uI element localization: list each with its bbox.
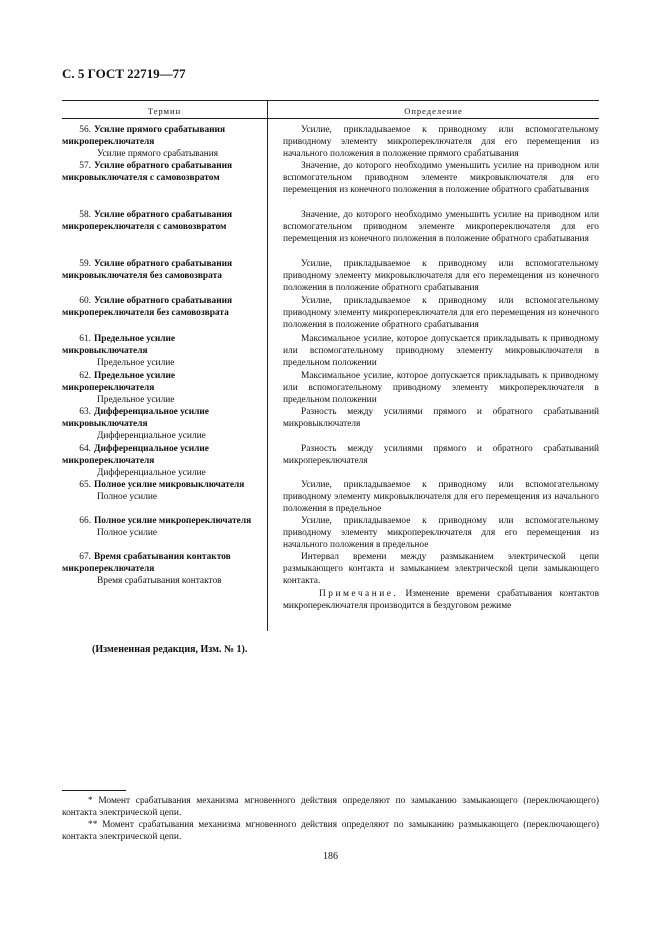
note-text: Изменение времени срабатывания контактов микропереключателя производится в бездуговом режиме — [283, 588, 600, 611]
definition-text: Усилие, прикладываемое к приводному или вспомогательному приводному элементу микровыключателя для его перемещения из конечного положения в положение обратного срабатывания — [283, 259, 599, 294]
term-cell — [62, 333, 262, 370]
term-cell — [62, 406, 262, 443]
definition-cell — [283, 258, 599, 295]
term-name: Предельное усилие микровыключателя — [62, 334, 176, 357]
definition-text: Максимальное усилие, которое допускается прикладывать к приводному или вспомогательному приводному элементу микропереключателя в предельном положении — [283, 371, 599, 406]
footnote-1: * Момент срабатывания механизма мгновенного действия определяют по замыканию замыкающего (переключающего) контакта электрической цепи. — [62, 796, 599, 819]
term-number: 61. — [79, 334, 91, 344]
definition-cell — [283, 370, 599, 407]
table-header-rule — [62, 118, 599, 119]
definition-text: Усилие, прикладываемое к приводному или вспомогательному приводному элементу микропереключателя для его перемещения из конечного положения в положение обратного срабатывания — [283, 296, 599, 331]
term-short-name: Время срабатывания контактов — [97, 576, 222, 587]
term-cell — [62, 124, 262, 161]
footnote-rule — [62, 790, 126, 791]
term-short-name: Дифференциальное усилие — [97, 431, 206, 442]
definition-cell — [283, 551, 599, 612]
term-name: Дифференциальное усилие микропереключателя — [62, 444, 209, 467]
definition-cell — [283, 160, 599, 197]
term-cell — [62, 258, 262, 282]
term-cell — [62, 370, 262, 407]
term-name: Усилие обратного срабатывания микропереключателя с самовозвратом — [62, 210, 233, 233]
term-short-name: Усилие прямого срабатывания — [97, 149, 219, 160]
footnote-2: ** Момент срабатывания механизма мгновенного действия определяют по замыканию размыкающего (переключающего) контакта электрической цепи. — [62, 820, 599, 843]
term-number: 59. — [79, 259, 91, 269]
definition-text: Усилие, прикладываемое к приводному или вспомогательному приводному элементу микропереключателя для его перемещения из начального положения в предельное — [283, 516, 599, 551]
table-top-rule — [62, 100, 599, 101]
page-number: 186 — [323, 851, 338, 862]
term-number: 65. — [79, 480, 91, 490]
term-name: Усилие прямого срабатывания микропереключателя — [62, 125, 226, 148]
page-header: С. 5 ГОСТ 22719—77 — [62, 66, 186, 81]
term-name: Усилие обратного срабатывания микропереключателя без самовозврата — [62, 296, 233, 319]
term-name: Время срабатывания контактов микропереключателя — [62, 552, 231, 575]
term-short-name: Полное усилие — [97, 528, 158, 539]
definition-text: Максимальное усилие, которое допускается прикладывать к приводному или вспомогательному приводному элементу микровыключателя в предельном положении — [283, 334, 599, 369]
column-header-term: Термин — [147, 106, 182, 116]
term-number: 62. — [79, 371, 91, 381]
term-name: Предельное усилие микропереключателя — [62, 371, 176, 394]
term-number: 56. — [79, 125, 91, 135]
term-name: Усилие обратного срабатывания микровыключателя с самовозвратом — [62, 161, 233, 184]
term-cell — [62, 443, 262, 480]
term-name: Полное усилие микропереключателя — [94, 516, 252, 526]
definition-text: Разность между усилиями прямого и обратного срабатываний микровыключателя — [283, 407, 599, 430]
term-cell — [62, 209, 262, 233]
term-name: Полное усилие микровыключателя — [94, 480, 245, 490]
term-number: 64. — [79, 444, 91, 454]
definition-cell — [283, 333, 599, 370]
definition-text: Усилие, прикладываемое к приводному или вспомогательному приводному элементу микровыключателя для его перемещения из начального положения в предельное — [283, 480, 599, 515]
definition-cell — [283, 515, 599, 552]
term-number: 57. — [79, 161, 91, 171]
term-cell — [62, 551, 262, 588]
definition-cell — [283, 479, 599, 516]
term-short-name: Дифференциальное усилие — [97, 468, 206, 479]
term-cell — [62, 479, 262, 503]
term-number: 66. — [79, 516, 91, 526]
column-header-definition: Определение — [404, 106, 463, 116]
definition-text: Разность между усилиями прямого и обратного срабатываний микропереключателя — [283, 444, 599, 467]
term-short-name: Предельное усилие — [97, 358, 175, 369]
definition-cell — [283, 406, 599, 430]
term-number: 58. — [79, 210, 91, 220]
term-cell — [62, 515, 262, 539]
term-name: Дифференциальное усилие микровыключателя — [62, 407, 209, 430]
term-cell — [62, 160, 262, 184]
term-number: 63. — [79, 407, 91, 417]
definition-cell — [283, 443, 599, 467]
amendment-note: (Измененная редакция, Изм. № 1). — [92, 644, 248, 655]
column-divider — [267, 101, 268, 631]
definition-text: Усилие, прикладываемое к приводному или вспомогательному приводному элементу микропереключателя для его перемещения из начального положения в положение прямого срабатывания — [283, 125, 599, 160]
term-cell — [62, 295, 262, 319]
term-short-name: Предельное усилие — [97, 395, 175, 406]
definition-cell — [283, 209, 599, 246]
term-name: Усилие обратного срабатывания микровыключателя без самовозврата — [62, 259, 233, 282]
note-label: Примечание. — [319, 588, 399, 599]
definition-cell — [283, 124, 599, 161]
definition-text: Значение, до которого необходимо уменьшить усилие на приводном или вспомогательном приводном элементе микропереключателя для его перемещения из конечного положения в положение обратного срабатывания — [283, 210, 599, 245]
term-number: 60. — [79, 296, 91, 306]
note-paragraph — [283, 588, 599, 612]
term-short-name: Полное усилие — [97, 492, 158, 503]
definition-text: Интервал времени между размыканием электрической цепи размыкающего контакта и замыканием электрической цепи замыкающего контакта. — [283, 552, 599, 587]
term-number: 67. — [79, 552, 91, 562]
definition-cell — [283, 295, 599, 332]
definition-text: Значение, до которого необходимо уменьшить усилие на приводном или вспомогательном приводном элементе микровыключателя для его перемещения из конечного положения в положение обратного срабатывания — [283, 161, 599, 196]
